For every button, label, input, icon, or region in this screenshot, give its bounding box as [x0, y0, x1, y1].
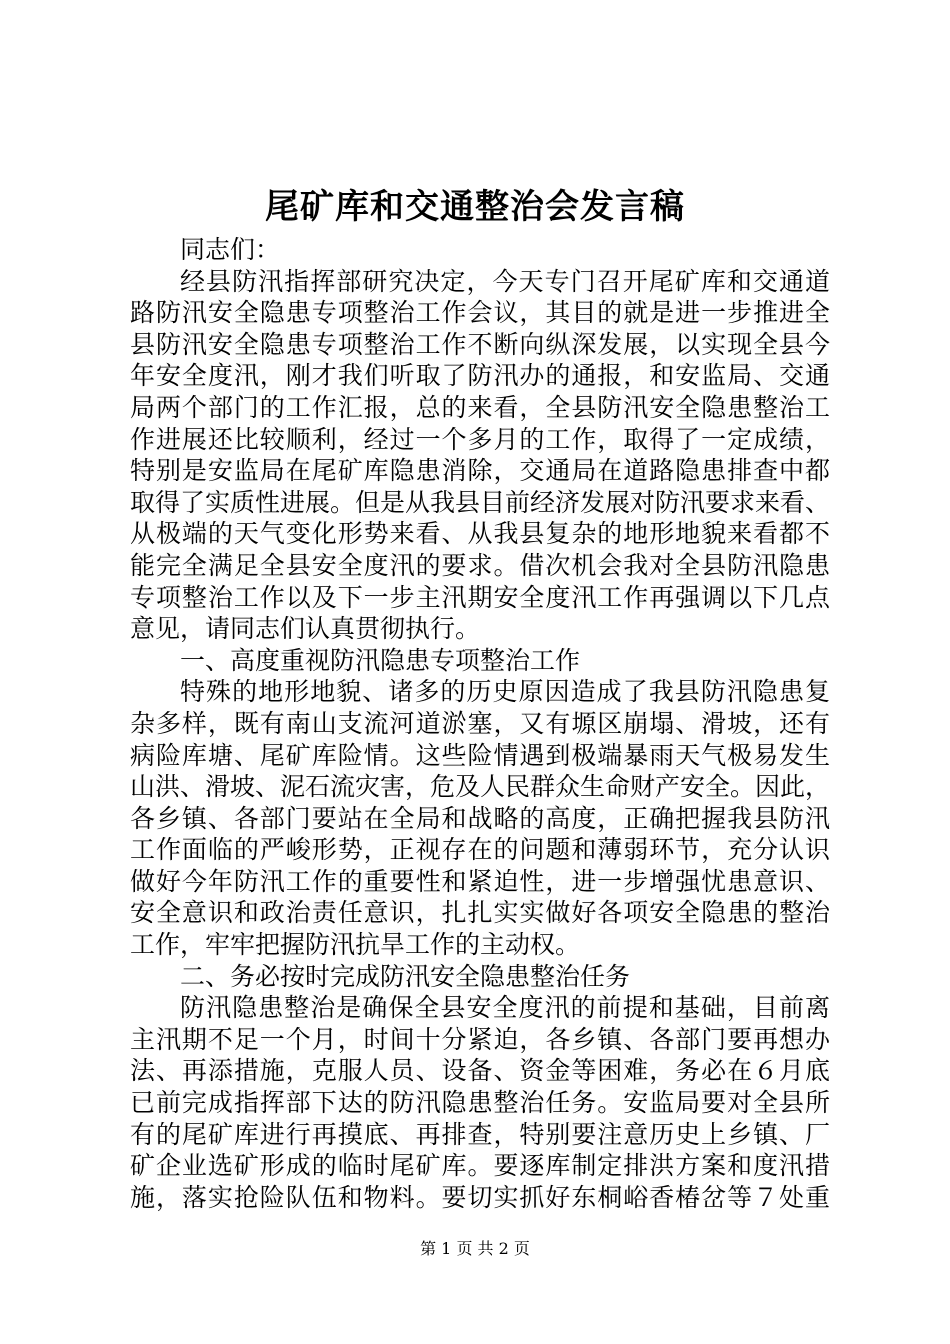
text-line: 做好今年防汛工作的重要性和紧迫性，进一步增强忧患意识、 [130, 866, 830, 896]
text-line: 特殊的地形地貌、诸多的历史原因造成了我县防汛隐患复 [180, 677, 830, 707]
text-line: 意见，请同志们认真贯彻执行。 [130, 614, 481, 644]
text-line: 防汛隐患整治是确保全县安全度汛的前提和基础，目前离 [180, 993, 830, 1023]
text-line: 年安全度汛，刚才我们听取了防汛办的通报，和安监局、交通 [130, 361, 830, 391]
text-line: 工作，牢牢把握防汛抗旱工作的主动权。 [130, 930, 581, 960]
text-line: 县防汛安全隐患专项整治工作不断向纵深发展，以实现全县今 [130, 329, 830, 359]
text-line: 二、务必按时完成防汛安全隐患整治任务 [180, 961, 631, 991]
text-line: 工作面临的严峻形势，正视存在的问题和薄弱环节，充分认识 [130, 835, 830, 865]
text-line: 有的尾矿库进行再摸底、再排查，特别要注意历史上乡镇、厂 [130, 1119, 830, 1149]
text-line: 路防汛安全隐患专项整治工作会议，其目的就是进一步推进全 [130, 298, 830, 328]
text-line: 同志们： [180, 235, 281, 264]
text-line: 局两个部门的工作汇报，总的来看，全县防汛安全隐患整治工 [130, 392, 830, 422]
text-line: 安全意识和政治责任意识，扎扎实实做好各项安全隐患的整治 [130, 898, 830, 928]
text-line: 能完全满足全县安全度汛的要求。借次机会我对全县防汛隐患 [130, 550, 830, 580]
text-line: 施，落实抢险队伍和物料。要切实抓好东桐峪香椿岔等７处重 [130, 1182, 830, 1212]
text-line: 各乡镇、各部门要站在全局和战略的高度，正确把握我县防汛 [130, 803, 830, 833]
text-line: 一、高度重视防汛隐患专项整治工作 [180, 645, 581, 675]
text-line: 山洪、滑坡、泥石流灾害，危及人民群众生命财产安全。因此， [130, 772, 831, 802]
text-line: 经县防汛指挥部研究决定，今天专门召开尾矿库和交通道 [180, 266, 830, 296]
text-line: 专项整治工作以及下一步主汛期安全度汛工作再强调以下几点 [130, 582, 830, 612]
text-line: 法、再添措施，克服人员、设备、资金等困难，务必在６月底 [130, 1056, 830, 1086]
document-body [130, 234, 830, 1213]
text-line: 取得了实质性进展。但是从我县目前经济发展对防汛要求来看、 [130, 487, 831, 517]
page-footer: 第 1 页 共 2 页 [420, 1239, 530, 1258]
text-line: 矿企业选矿形成的临时尾矿库。要逐库制定排洪方案和度汛措 [130, 1151, 830, 1181]
text-line: 病险库塘、尾矿库险情。这些险情遇到极端暴雨天气极易发生 [130, 740, 830, 770]
text-line: 特别是安监局在尾矿库隐患消除，交通局在道路隐患排查中都 [130, 456, 830, 486]
text-line: 主汛期不足一个月，时间十分紧迫，各乡镇、各部门要再想办 [130, 1024, 830, 1054]
text-line: 作进展还比较顺利，经过一个多月的工作，取得了一定成绩， [130, 424, 830, 454]
document-title: 尾矿库和交通整治会发言稿 [265, 187, 685, 227]
text-line: 已前完成指挥部下达的防汛隐患整治任务。安监局要对全县所 [130, 1088, 830, 1118]
text-line: 从极端的天气变化形势来看、从我县复杂的地形地貌来看都不 [130, 519, 830, 549]
text-line: 杂多样，既有南山支流河道淤塞，又有塬区崩塌、滑坡，还有 [130, 708, 830, 738]
